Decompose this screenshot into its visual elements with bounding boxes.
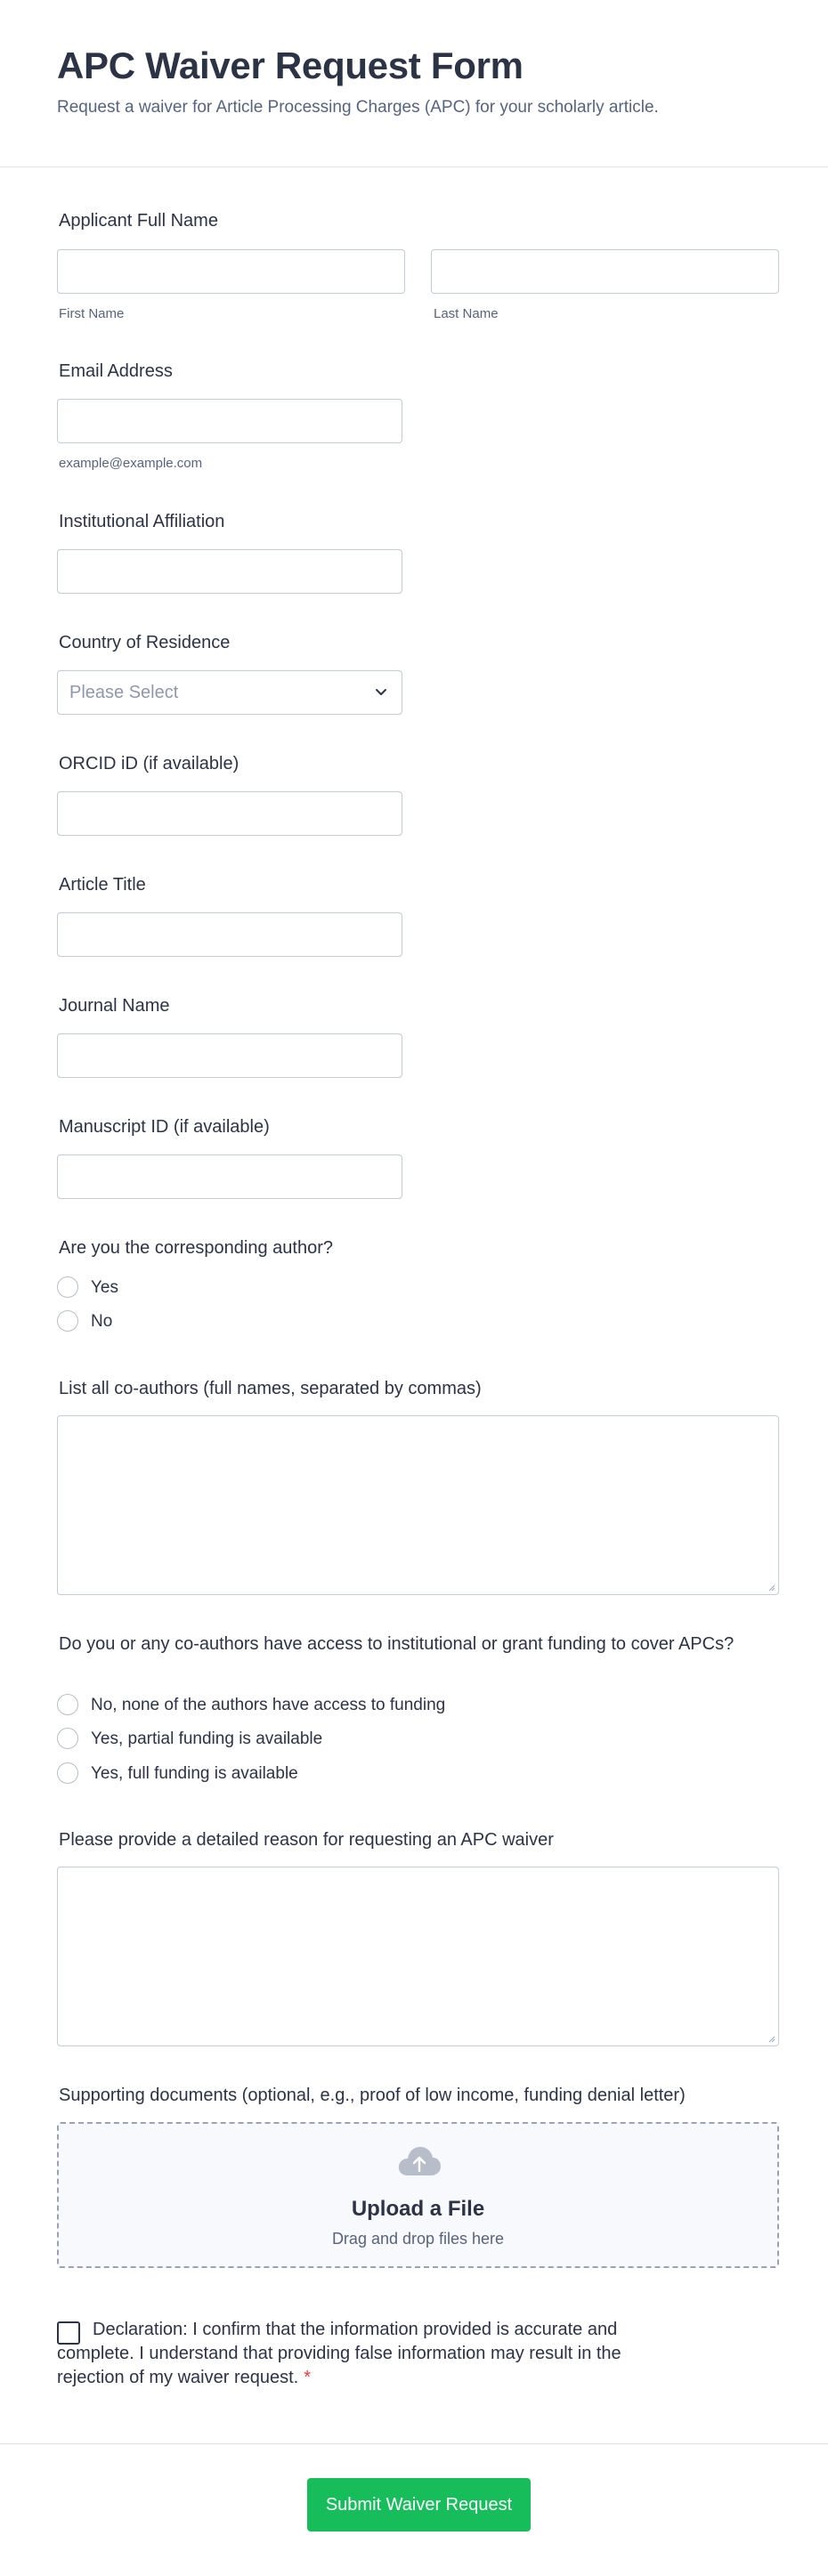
manuscript-id-input[interactable] — [57, 1154, 402, 1199]
resize-grip-icon[interactable] — [767, 2034, 775, 2043]
submit-button[interactable]: Submit Waiver Request — [307, 2478, 531, 2531]
radio-button[interactable] — [57, 1310, 78, 1332]
last-name-sublabel: Last Name — [434, 306, 499, 321]
radio-label: Yes, full funding is available — [91, 1764, 298, 1783]
country-select[interactable] — [57, 670, 402, 715]
country-select-value: Please Select — [69, 683, 179, 702]
radio-label: No, none of the authors have access to funding — [91, 1696, 446, 1714]
email-label: Email Address — [59, 361, 173, 381]
declaration-text — [57, 2318, 671, 2390]
orcid-input[interactable] — [57, 791, 402, 836]
funding-label: Do you or any co-authors have access to institutional or grant funding to cover APCs? — [59, 1634, 735, 1654]
upload-subtitle: Drag and drop files here — [331, 2230, 505, 2248]
chevron-down-icon — [373, 684, 389, 700]
radio-label: Yes — [91, 1278, 118, 1297]
corresponding-author-label: Are you the corresponding author? — [59, 1238, 333, 1258]
last-name-input[interactable] — [431, 249, 779, 294]
radio-button[interactable] — [57, 1728, 78, 1749]
radio-label: Yes, partial funding is available — [91, 1729, 323, 1748]
journal-input[interactable] — [57, 1033, 402, 1078]
resize-grip-icon[interactable] — [767, 1583, 775, 1592]
orcid-label: ORCID iD (if available) — [59, 754, 239, 774]
manuscript-id-label: Manuscript ID (if available) — [59, 1117, 270, 1137]
radio-button[interactable] — [57, 1276, 78, 1298]
radio-button[interactable] — [57, 1694, 78, 1715]
radio-label: No — [91, 1312, 113, 1331]
required-marker: * — [304, 2368, 312, 2387]
country-label: Country of Residence — [59, 633, 231, 652]
affiliation-label: Institutional Affiliation — [59, 512, 225, 531]
coauthors-label: List all co-authors (full names, separated by commas) — [59, 1379, 482, 1398]
documents-label: Supporting documents (optional, e.g., proof of low income, funding denial letter) — [59, 2086, 686, 2105]
affiliation-input[interactable] — [57, 549, 402, 594]
journal-label: Journal Name — [59, 996, 170, 1016]
article-title-label: Article Title — [59, 875, 146, 895]
page-subtitle: Request a waiver for Article Processing Charges (APC) for your scholarly article. — [57, 98, 659, 117]
article-title-input[interactable] — [57, 912, 402, 957]
reason-label: Please provide a detailed reason for requesting an APC waiver — [59, 1830, 554, 1850]
first-name-input[interactable] — [57, 249, 405, 294]
coauthors-textarea[interactable] — [57, 1415, 779, 1595]
file-upload-dropzone[interactable] — [57, 2122, 779, 2268]
form-header — [0, 0, 828, 167]
declaration-label: Declaration: I confirm that the information provided is accurate and complete. I understand that providing false information may result in the rejection of my waiver request. — [57, 2320, 621, 2387]
first-name-sublabel: First Name — [59, 306, 125, 321]
radio-button[interactable] — [57, 1762, 78, 1784]
full-name-label: Applicant Full Name — [59, 211, 218, 231]
email-input[interactable] — [57, 399, 402, 443]
email-sublabel: example@example.com — [59, 456, 203, 471]
form-footer — [0, 2443, 828, 2576]
reason-textarea[interactable] — [57, 1867, 779, 2046]
upload-title: Upload a File — [351, 2197, 485, 2221]
cloud-upload-icon — [397, 2145, 442, 2177]
page-title: APC Waiver Request Form — [57, 45, 524, 86]
